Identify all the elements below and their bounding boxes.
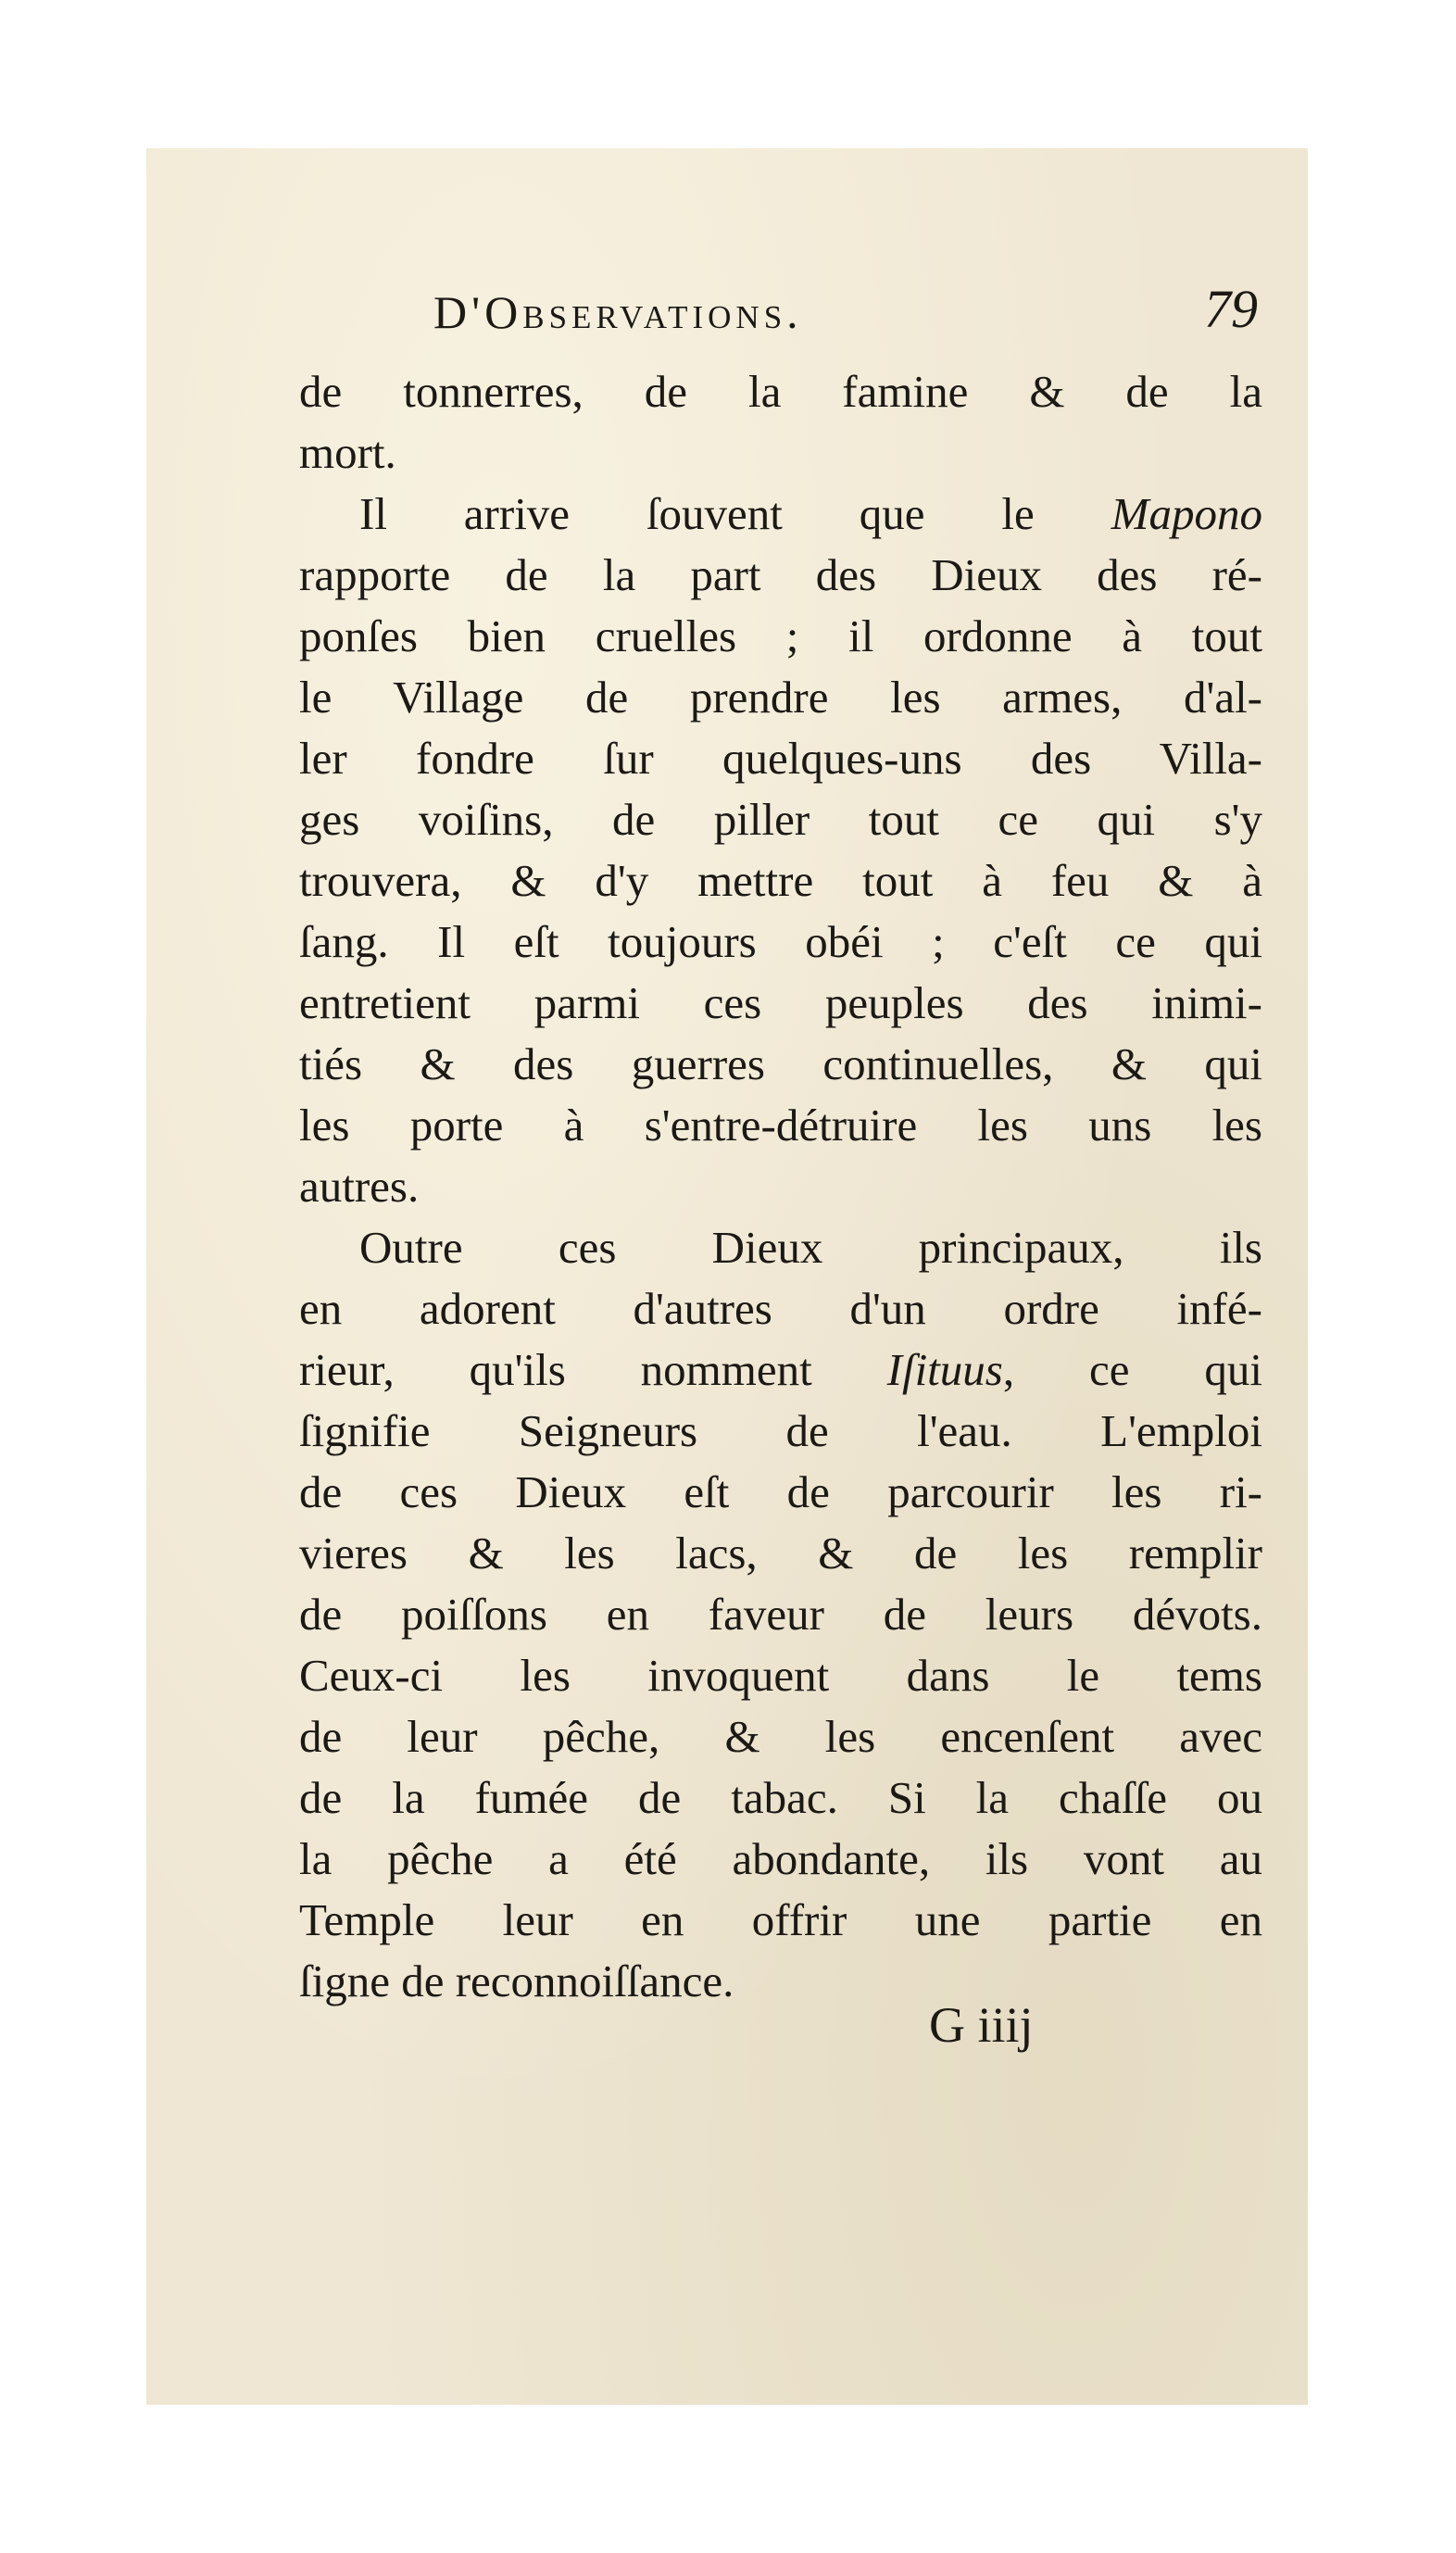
page-number: 79 <box>1204 279 1258 339</box>
text-line: de ces Dieux eſt de parcourir les ri- <box>299 1466 1262 1517</box>
text-line: rapporte de la part des Dieux des ré- <box>299 549 1262 600</box>
text-line <box>299 1339 1262 1401</box>
text-line: Temple leur en offrir une partie en <box>299 1894 1262 1945</box>
text-line: mort. <box>299 427 396 478</box>
text-line: Outre ces Dieux principaux, ils <box>359 1222 1262 1273</box>
text-line: la pêche a été abondante, ils vont au <box>299 1833 1262 1884</box>
line-text: rieur, qu'ils nomment <box>299 1344 887 1395</box>
text-line: Ceux-ci les invoquent dans le tems <box>299 1650 1262 1701</box>
text-line: de poiſſons en faveur de leurs dévots. <box>299 1589 1262 1640</box>
text-line: tiés & des guerres continuelles, & qui <box>299 1038 1262 1089</box>
line-text: , ce qui <box>1002 1344 1262 1395</box>
text-line: ſang. Il eſt toujours obéi ; c'eſt ce qui <box>299 916 1262 967</box>
signature-mark: G iiij <box>929 1997 1034 2053</box>
text-line: de leur pêche, & les encenſent avec <box>299 1711 1262 1762</box>
text-line: le Village de prendre les armes, d'al- <box>299 672 1262 723</box>
text-line: en adorent d'autres d'un ordre infé- <box>299 1283 1262 1334</box>
text-line: ſignifie Seigneurs de l'eau. L'emploi <box>299 1405 1262 1456</box>
text-line: de la fumée de tabac. Si la chaſſe ou <box>299 1772 1262 1823</box>
italic-term-mapono: Mapono <box>1111 488 1262 539</box>
text-line: entretient parmi ces peuples des inimi- <box>299 977 1262 1028</box>
line-text: Il arrive ſouvent que le <box>359 488 1111 539</box>
running-head <box>322 278 1258 361</box>
text-line: trouvera, & d'y mettre tout à feu & à <box>299 855 1262 906</box>
book-page <box>146 148 1308 2405</box>
text-line: vieres & les lacs, & de les remplir <box>299 1528 1262 1578</box>
text-line: autres. <box>299 1161 420 1212</box>
body-text <box>299 361 1262 2012</box>
text-line: ler fondre ſur quelques-uns des Villa- <box>299 733 1262 784</box>
text-line: ſigne de reconnoiſſance. <box>299 1956 734 2006</box>
italic-term-isituus: Iſituus <box>886 1344 1003 1395</box>
text-line: ges voiſins, de piller tout ce qui s'y <box>299 794 1262 845</box>
text-line: ponſes bien cruelles ; il ordonne à tout <box>299 610 1262 661</box>
text-line <box>299 484 1262 545</box>
text-line: de tonnerres, de la famine & de la <box>299 366 1262 417</box>
text-line: les porte à s'entre-détruire les uns les <box>299 1100 1262 1151</box>
running-title: D'Observations. <box>433 286 803 338</box>
